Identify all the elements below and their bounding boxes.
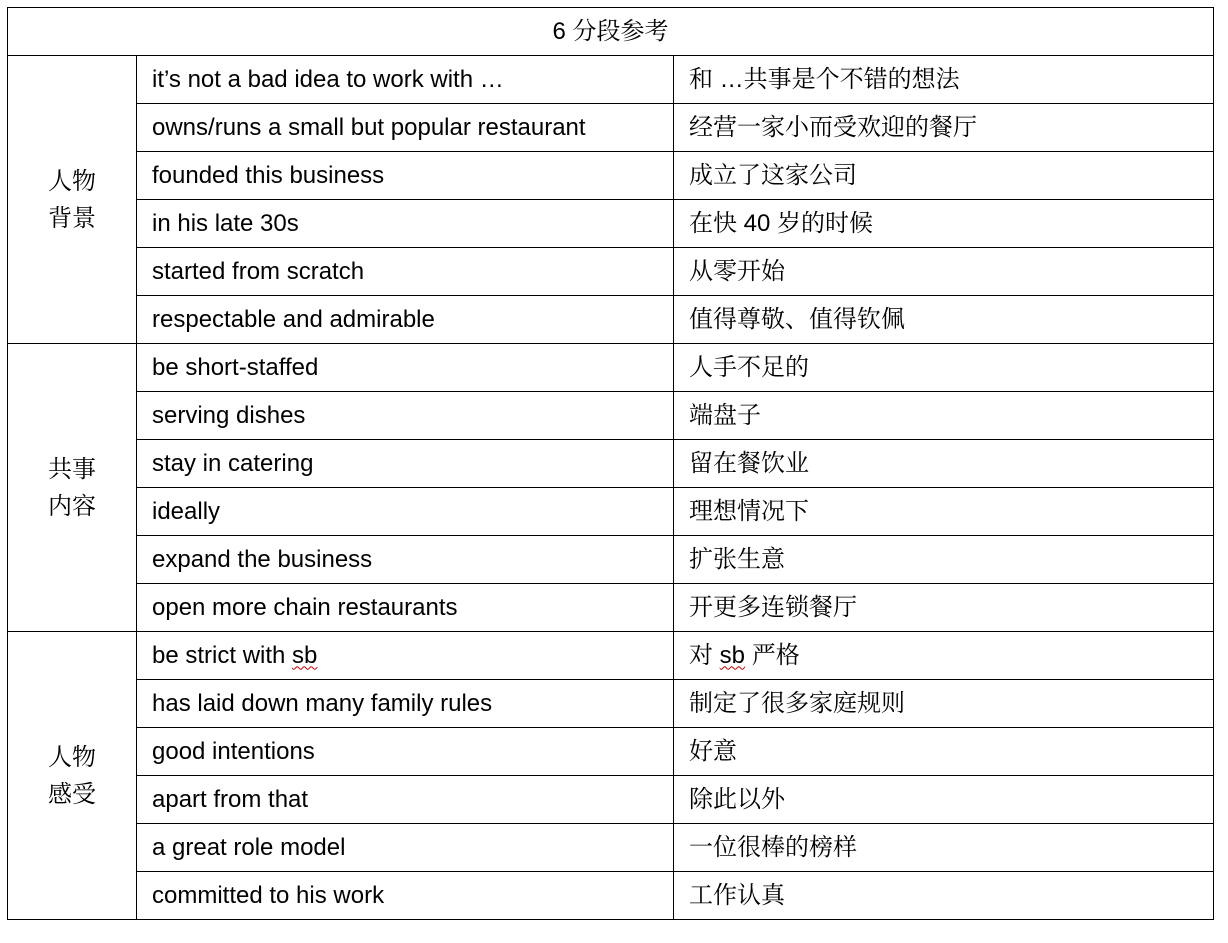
english-phrase: in his late 30s	[137, 200, 674, 248]
chinese-translation: 留在餐饮业	[674, 440, 1214, 488]
table-row	[8, 776, 1214, 824]
english-phrase: apart from that	[137, 776, 674, 824]
table-row	[8, 872, 1214, 920]
chinese-translation: 一位很棒的榜样	[674, 824, 1214, 872]
chinese-translation: 在快 40 岁的时候	[674, 200, 1214, 248]
table-title-row	[8, 8, 1214, 56]
table-row	[8, 104, 1214, 152]
table-row	[8, 152, 1214, 200]
chinese-translation: 好意	[674, 728, 1214, 776]
table-title: 6 分段参考	[8, 8, 1214, 56]
english-phrase: it’s not a bad idea to work with …	[137, 56, 674, 104]
group-label-cell	[8, 56, 137, 344]
group-label: 人物背景	[48, 167, 96, 232]
table-row	[8, 56, 1214, 104]
spellcheck-underline: sb	[719, 641, 746, 669]
chinese-translation: 制定了很多家庭规则	[674, 680, 1214, 728]
chinese-translation: 和 …共事是个不错的想法	[674, 56, 1214, 104]
table-row	[8, 440, 1214, 488]
table-row	[8, 824, 1214, 872]
group-label-cell	[8, 344, 137, 632]
english-phrase: respectable and admirable	[137, 296, 674, 344]
english-phrase: good intentions	[137, 728, 674, 776]
chinese-translation: 从零开始	[674, 248, 1214, 296]
english-phrase: a great role model	[137, 824, 674, 872]
table-row	[8, 392, 1214, 440]
english-phrase: owns/runs a small but popular restaurant	[137, 104, 674, 152]
english-phrase: open more chain restaurants	[137, 584, 674, 632]
vocabulary-table	[7, 7, 1214, 920]
english-phrase: has laid down many family rules	[137, 680, 674, 728]
chinese-translation: 人手不足的	[674, 344, 1214, 392]
table-row	[8, 584, 1214, 632]
chinese-translation: 值得尊敬、值得钦佩	[674, 296, 1214, 344]
group-label: 共事内容	[48, 455, 96, 520]
spellcheck-underline: sb	[292, 641, 318, 669]
table-row	[8, 536, 1214, 584]
chinese-translation: 对 sb 严格	[674, 632, 1214, 680]
chinese-translation: 工作认真	[674, 872, 1214, 920]
table-row	[8, 680, 1214, 728]
chinese-translation: 端盘子	[674, 392, 1214, 440]
chinese-translation: 理想情况下	[674, 488, 1214, 536]
english-phrase: be strict with sb	[137, 632, 674, 680]
english-phrase: ideally	[137, 488, 674, 536]
chinese-translation: 除此以外	[674, 776, 1214, 824]
english-phrase: committed to his work	[137, 872, 674, 920]
table-row	[8, 248, 1214, 296]
table-body	[8, 8, 1214, 920]
table-row	[8, 728, 1214, 776]
group-label-cell	[8, 632, 137, 920]
group-label: 人物感受	[48, 743, 96, 808]
english-phrase: expand the business	[137, 536, 674, 584]
table-row	[8, 344, 1214, 392]
chinese-translation: 经营一家小而受欢迎的餐厅	[674, 104, 1214, 152]
table-row	[8, 488, 1214, 536]
english-phrase: stay in catering	[137, 440, 674, 488]
table-row	[8, 296, 1214, 344]
chinese-translation: 扩张生意	[674, 536, 1214, 584]
chinese-translation: 开更多连锁餐厅	[674, 584, 1214, 632]
english-phrase: started from scratch	[137, 248, 674, 296]
english-phrase: be short-staffed	[137, 344, 674, 392]
chinese-translation: 成立了这家公司	[674, 152, 1214, 200]
table-row	[8, 200, 1214, 248]
english-phrase: serving dishes	[137, 392, 674, 440]
table-row	[8, 632, 1214, 680]
english-phrase: founded this business	[137, 152, 674, 200]
